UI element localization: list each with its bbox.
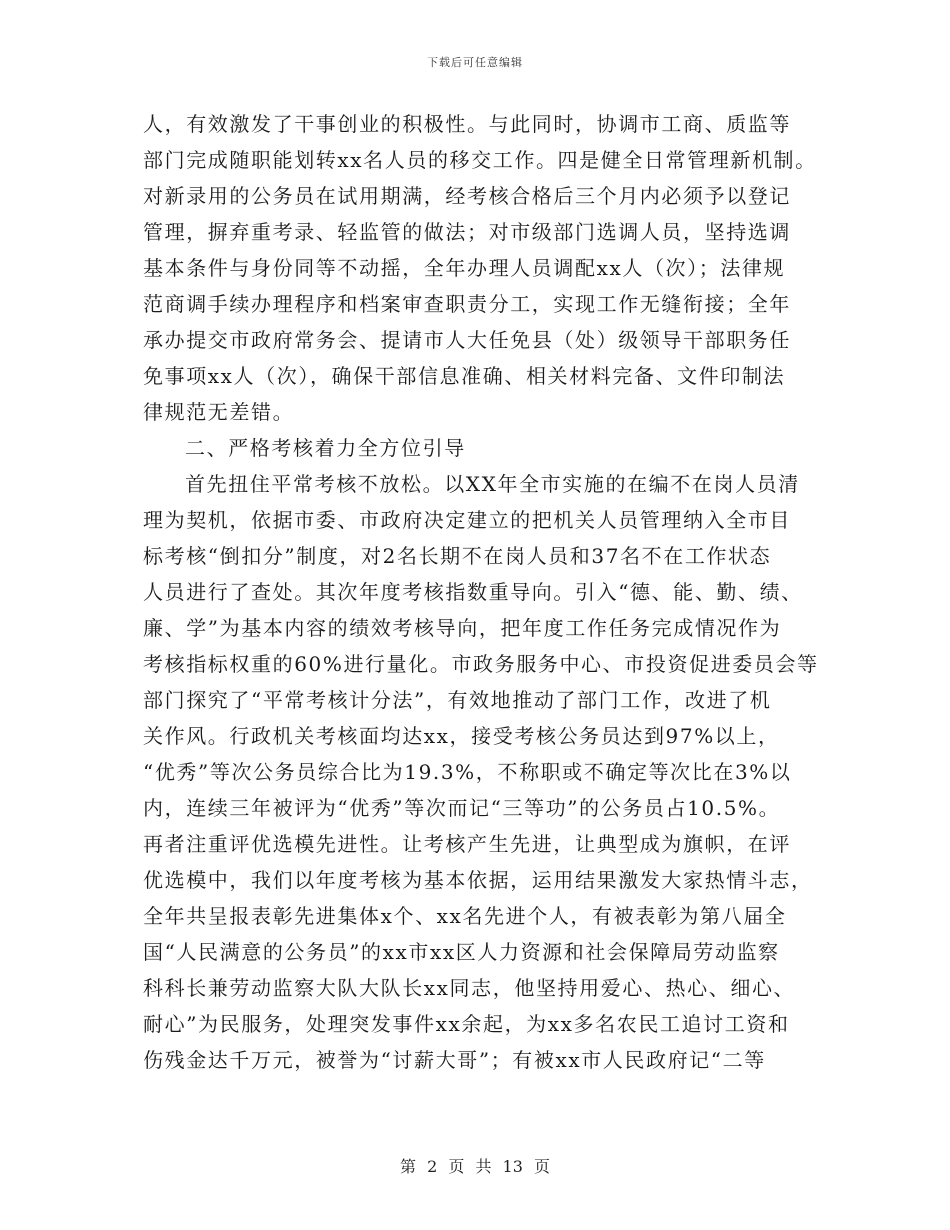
text-line: 对新录用的公务员在试用期满，经考核合格后三个月内必须予以登记 [143,184,791,208]
text-line: 人员进行了查处。其次年度考核指数重导向。引入“德、能、勤、绩、 [143,580,803,604]
text-line: 国“人民满意的公务员”的xx市xx区人力资源和社会保障局劳动监察 [143,940,780,964]
text-line: 承办提交市政府常务会、提请市人大任免县（处）级领导干部职务任 [143,328,791,352]
text-line: 部门探究了“平常考核计分法”，有效地推动了部门工作，改进了机 [143,688,772,712]
document-body [143,106,823,1078]
text-line: “优秀”等次公务员综合比为19.3%，不称职或不确定等次比在3%以 [143,760,792,784]
text-line: 理为契机，依据市委、市政府决定建立的把机关人员管理纳入全市目 [143,508,791,532]
text-line: 内，连续三年被评为“优秀”等次而记“三等功”的公务员占10.5%。 [143,796,781,820]
text-line: 部门完成随职能划转xx名人员的移交工作。四是健全日常管理新机制。 [143,148,817,172]
text-line: 优选模中，我们以年度考核为基本依据，运用结果激发大家热情斗志， [143,868,813,892]
text-line: 免事项xx人（次），确保干部信息准确、相关材料完备、文件印制法 [143,364,786,388]
text-line: 耐心”为民服务，处理突发事件xx余起，为xx多名农民工追讨工资和 [143,1012,790,1036]
text-line: 再者注重评优选模先进性。让考核产生先进，让典型成为旗帜，在评 [143,832,791,856]
page-footer: 第 2 页 共 13 页 [400,1157,550,1176]
page-header: 下载后可任意编辑 [427,56,523,69]
text-line: 关作风。行政机关考核面均达xx，接受考核公务员达到97%以上， [143,724,780,748]
text-line: 标考核“倒扣分”制度，对2名长期不在岗人员和37名不在工作状态 [143,544,772,568]
text-line: 基本条件与身份同等不动摇，全年办理人员调配xx人（次）；法律规 [143,256,786,280]
text-line: 首先扭住平常考核不放松。以XX年全市实施的在编不在岗人员清 [185,472,800,496]
text-line: 全年共呈报表彰先进集体x个、xx名先进个人，有被表彰为第八届全 [143,904,787,928]
text-line: 律规范无差错。 [143,400,295,424]
text-line: 考核指标权重的60%进行量化。市政务服务中心、市投资促进委员会等 [143,652,819,676]
text-line: 科科长兼劳动监察大队大队长xx同志，他坚持用爱心、热心、细心、 [143,976,796,1000]
text-line: 管理，摒弃重考录、轻监管的做法；对市级部门选调人员，坚持选调 [143,220,791,244]
text-line: 伤残金达千万元，被誉为“讨薪大哥”；有被xx市人民政府记“二等 [143,1048,766,1072]
text-line: 人，有效激发了干事创业的积极性。与此同时，协调市工商、质监等 [143,112,791,136]
text-line: 范商调手续办理程序和档案审查职责分工，实现工作无缝衔接；全年 [143,292,791,316]
text-line: 廉、学”为基本内容的绩效考核导向，把年度工作任务完成情况作为 [143,616,782,640]
section-heading: 二、严格考核着力全方位引导 [185,436,466,460]
